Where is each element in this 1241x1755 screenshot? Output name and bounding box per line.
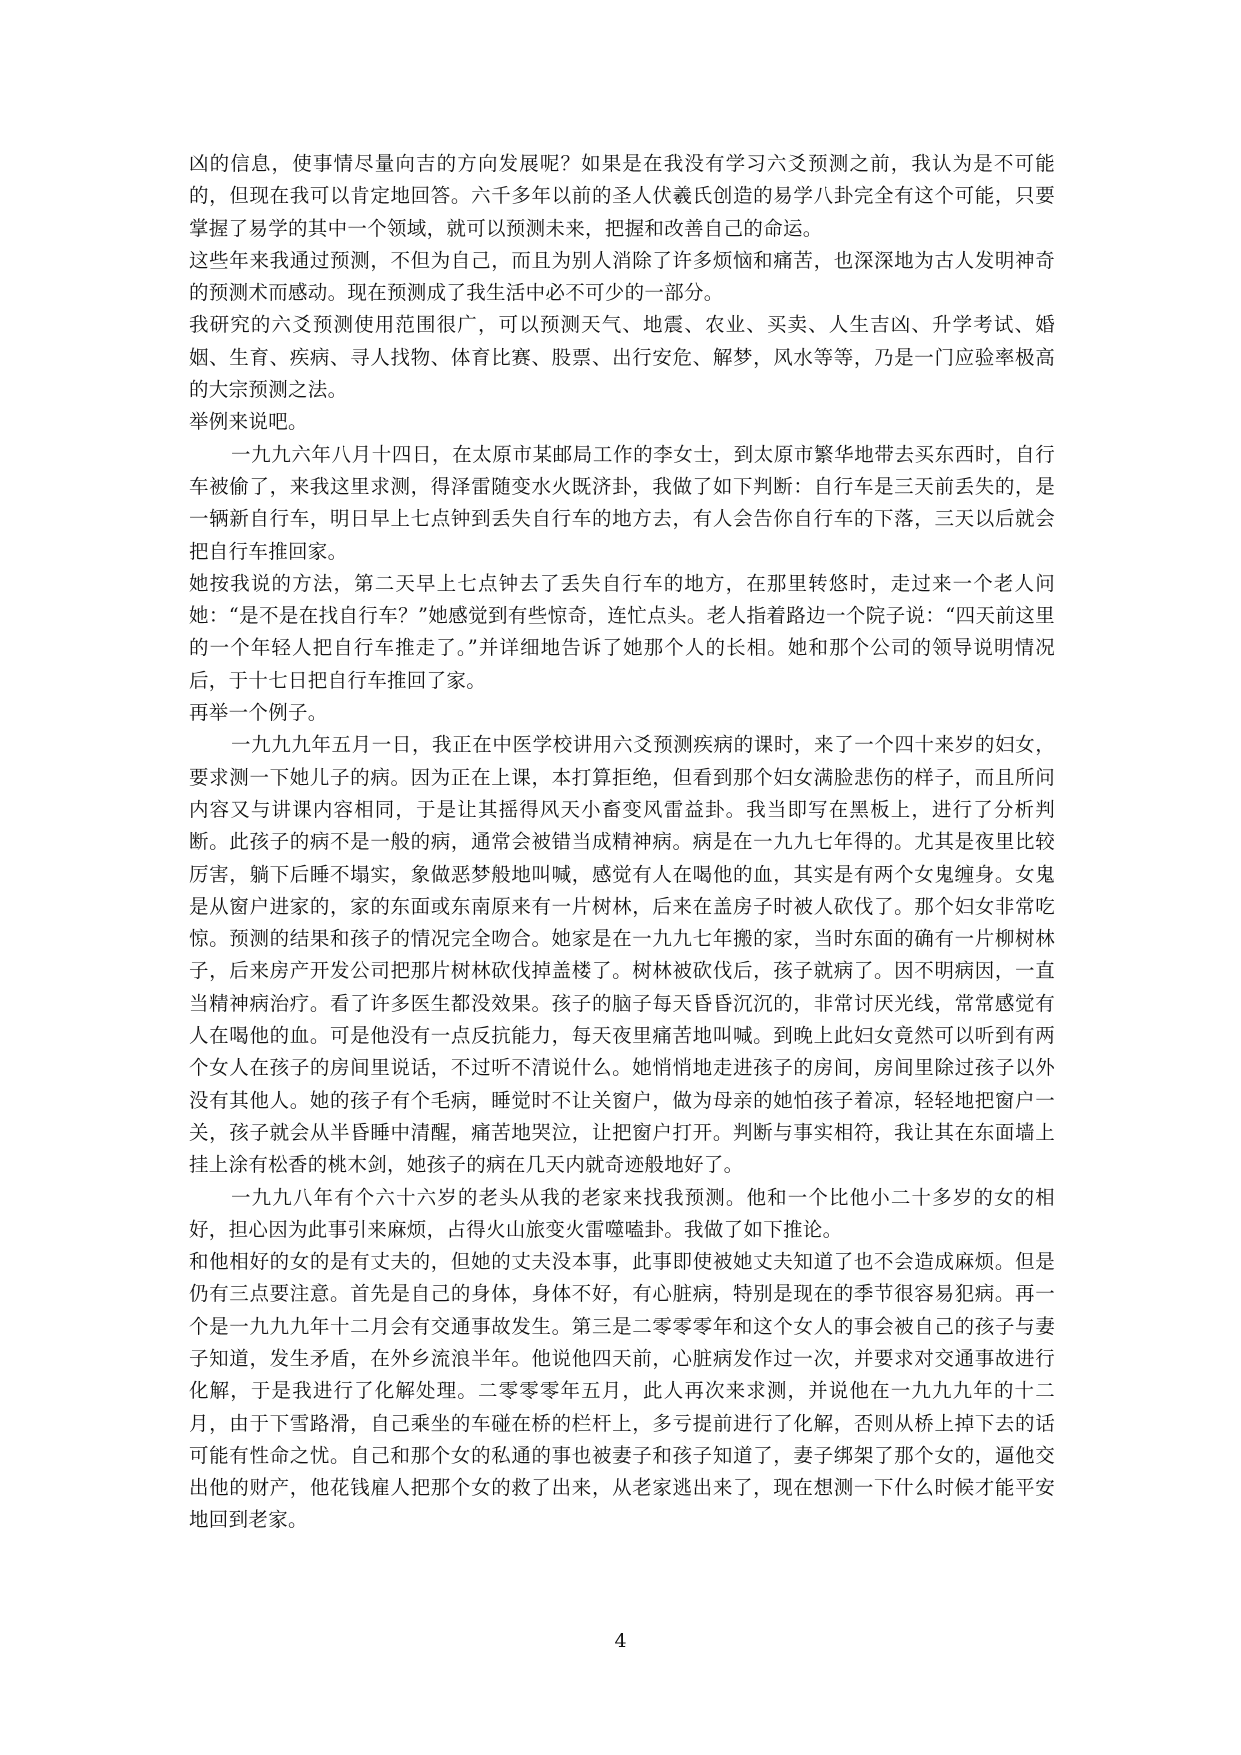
paragraph-5: 一九九六年八月十四日，在太原市某邮局工作的李女士，到太原市繁华地带去买东西时，自行车被偷了，来我这里求测，得泽雷随变水火既济卦，我做了如下判断：自行车是三天前丢失的，是一辆新自行车，明日早上七点钟到丢失自行车的地方去，有人会告你自行车的下落，三天以后就会把自行车推回家。 bbox=[189, 442, 1055, 563]
paragraph-1: 凶的信息，使事情尽量向吉的方向发展呢？如果是在我没有学习六爻预测之前，我认为是不可能的，但现在我可以肯定地回答。六千多年以前的圣人伏羲氏创造的易学八卦完全有这个可能，只要掌握了易学的其中一个领域，就可以预测未来，把握和改善自己的命运。 bbox=[189, 152, 1055, 240]
paragraph-10: 和他相好的女的是有丈夫的，但她的丈夫没本事，此事即使被她丈夫知道了也不会造成麻烦。但是仍有三点要注意。首先是自己的身体，身体不好，有心脏病，特别是现在的季节很容易犯病。再一个是一九九九年十二月会有交通事故发生。第三是二零零零年和这个女人的事会被自己的孩子与妻子知道，发生矛盾，在外乡流浪半年。他说他四天前，心脏病发作过一次，并要求对交通事故进行化解，于是我进行了化解处理。二零零零年五月，此人再次来求测，并说他在一九九九年的十二月，由于下雪路滑，自己乘坐的车碰在桥的栏杆上，多亏提前进行了化解，否则从桥上掉下去的话可能有性命之忧。自己和那个女的私通的事也被妻子和孩子知道了，妻子绑架了那个女的，逼他交出他的财产，他花钱雇人把那个女的救了出来，从老家逃出来了，现在想测一下什么时候才能平安地回到老家。 bbox=[189, 1250, 1055, 1532]
page-number: 4 bbox=[614, 1630, 627, 1652]
paragraph-4: 举例来说吧。 bbox=[189, 410, 308, 434]
paragraph-8: 一九九九年五月一日，我正在中医学校讲用六爻预测疾病的课时，来了一个四十来岁的妇女，要求测一下她儿子的病。因为正在上课，本打算拒绝，但看到那个妇女满脸悲伤的样子，而且所问内容又与讲课内容相同，于是让其摇得风天小畜变风雷益卦。我当即写在黑板上，进行了分析判断。此孩子的病不是一般的病，通常会被错当成精神病。病是在一九九七年得的。尤其是夜里比较厉害，躺下后睡不塌实，象做恶梦般地叫喊，感觉有人在喝他的血，其实是有两个女鬼缠身。女鬼是从窗户进家的，家的东面或东南原来有一片树林，后来在盖房子时被人砍伐了。那个妇女非常吃惊。预测的结果和孩子的情况完全吻合。她家是在一九九七年搬的家，当时东面的确有一片柳树林子，后来房产开发公司把那片树林砍伐掉盖楼了。树林被砍伐后，孩子就病了。因不明病因，一直当精神病治疗。看了许多医生都没效果。孩子的脑子每天昏昏沉沉的，非常讨厌光线，常常感觉有人在喝他的血。可是他没有一点反抗能力，每天夜里痛苦地叫喊。到晚上此妇女竟然可以听到有两个女人在孩子的房间里说话，不过听不清说什么。她悄悄地走进孩子的房间，房间里除过孩子以外没有其他人。她的孩子有个毛病，睡觉时不让关窗户，做为母亲的她怕孩子着凉，轻轻地把窗户一关，孩子就会从半昏睡中清醒，痛苦地哭泣，让把窗户打开。判断与事实相符，我让其在东面墙上挂上涂有松香的桃木剑，她孩子的病在几天内就奇迹般地好了。 bbox=[189, 733, 1055, 1177]
paragraph-7: 再举一个例子。 bbox=[189, 701, 328, 725]
paragraph-3: 我研究的六爻预测使用范围很广，可以预测天气、地震、农业、买卖、人生吉凶、升学考试、婚姻、生育、疾病、寻人找物、体育比赛、股票、出行安危、解梦，风水等等，乃是一门应验率极高的大宗预测之法。 bbox=[189, 313, 1055, 402]
body-text bbox=[189, 148, 1055, 1537]
paragraph-2: 这些年来我通过预测，不但为自己，而且为别人消除了许多烦恼和痛苦，也深深地为古人发明神奇的预测术而感动。现在预测成了我生活中必不可少的一部分。 bbox=[189, 248, 1055, 305]
paragraph-6: 她按我说的方法，第二天早上七点钟去了丢失自行车的地方，在那里转悠时，走过来一个老人问她：“是不是在找自行车？”她感觉到有些惊奇，连忙点头。老人指着路边一个院子说：“四天前这里的一个年轻人把自行车推走了。”并详细地告诉了她那个人的长相。她和那个公司的领导说明情况后，于十七日把自行车推回了家。 bbox=[189, 571, 1055, 692]
paragraph-9: 一九九八年有个六十六岁的老头从我的老家来找我预测。他和一个比他小二十多岁的女的相好，担心因为此事引来麻烦，占得火山旅变火雷噬嗑卦。我做了如下推论。 bbox=[189, 1185, 1055, 1241]
